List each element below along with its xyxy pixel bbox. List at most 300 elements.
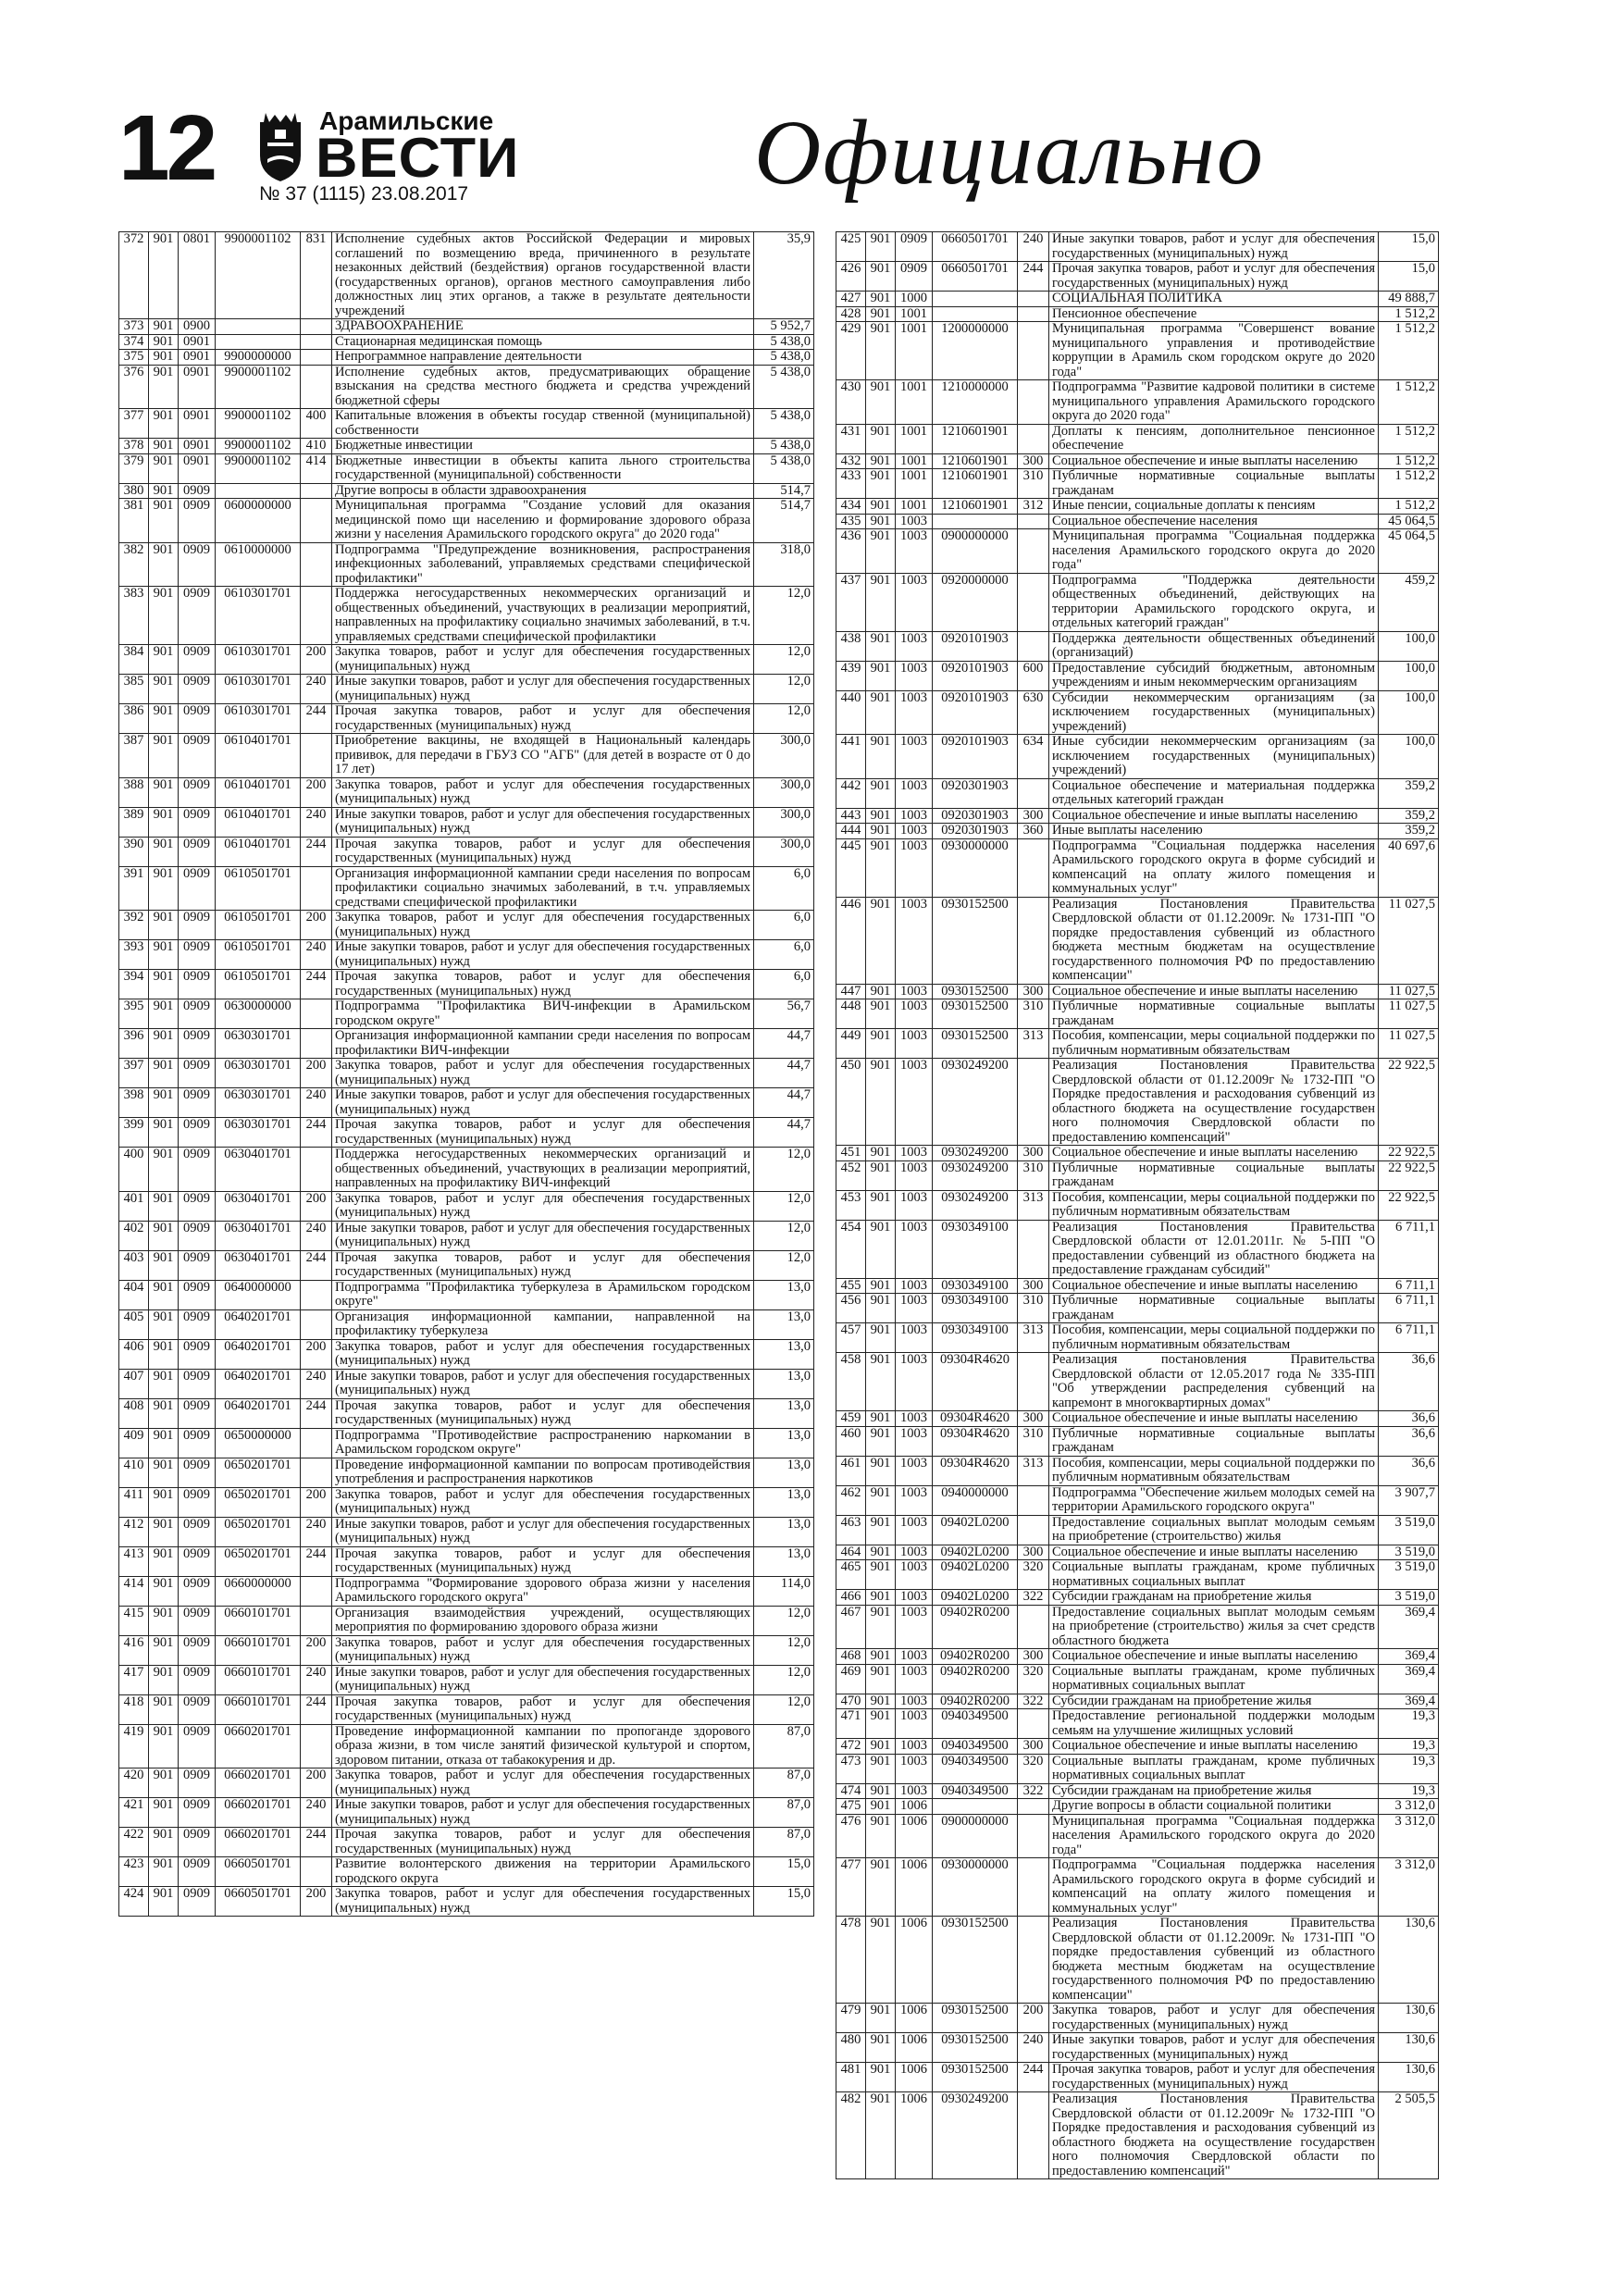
- row-name: Иные субсидии некоммерческим организациям (за исключением государственных (муниципальных) учреждений): [1049, 735, 1379, 779]
- row-number: 408: [119, 1398, 149, 1428]
- row-number: 385: [119, 675, 149, 704]
- row-number: 387: [119, 734, 149, 778]
- table-row: [836, 2092, 1439, 2179]
- row-target-code: 0920101903: [933, 735, 1018, 779]
- row-number: 388: [119, 777, 149, 807]
- row-number: 395: [119, 999, 149, 1029]
- row-code-admin: 901: [149, 1059, 179, 1088]
- row-name: Реализация Постановления Правительства Свердловской области от 01.12.2009г № 1732-ПП "О Порядке предоставления и расходования субвенций из областного бюджета на осуществление государствен ного полномочия Свердловской области по предоставлению компенсаций": [1049, 2092, 1379, 2179]
- row-amount: 12,0: [754, 704, 814, 734]
- table-row: [119, 1280, 814, 1309]
- row-expense-type: 400: [301, 409, 332, 439]
- row-code-admin: 901: [866, 380, 896, 425]
- table-row: [119, 1546, 814, 1576]
- row-expense-type: 313: [1018, 1190, 1049, 1220]
- row-expense-type: 200: [301, 777, 332, 807]
- table-row: [836, 1515, 1439, 1545]
- row-expense-type: 240: [301, 1517, 332, 1546]
- row-section-code: 0909: [179, 1546, 216, 1576]
- row-number: 376: [119, 365, 149, 409]
- row-section-code: 0909: [896, 232, 933, 262]
- row-target-code: 0930152500: [933, 1917, 1018, 2004]
- row-name: Социальное обеспечение и иные выплаты населению: [1049, 1649, 1379, 1665]
- row-amount: 11 027,5: [1379, 984, 1439, 999]
- row-section-code: 0909: [179, 1398, 216, 1428]
- row-amount: 6,0: [754, 911, 814, 940]
- row-section-code: 0909: [179, 1118, 216, 1148]
- row-code-admin: 901: [149, 365, 179, 409]
- row-code-admin: 901: [866, 661, 896, 690]
- row-number: 380: [119, 483, 149, 499]
- row-name: Социальное обеспечение и иные выплаты населению: [1049, 984, 1379, 999]
- row-section-code: 0909: [179, 777, 216, 807]
- row-name: Публичные нормативные социальные выплаты гражданам: [1049, 999, 1379, 1029]
- city-emblem-icon: [256, 109, 304, 183]
- row-number: 424: [119, 1887, 149, 1917]
- table-row: [836, 1146, 1439, 1161]
- row-section-code: 1003: [896, 897, 933, 984]
- row-target-code: 09304R4620: [933, 1353, 1018, 1411]
- row-expense-type: [301, 866, 332, 911]
- row-target-code: 0610401701: [216, 734, 301, 778]
- table-row: [836, 1456, 1439, 1485]
- row-number: 468: [836, 1649, 866, 1665]
- row-expense-type: [301, 1458, 332, 1487]
- row-number: 401: [119, 1191, 149, 1221]
- row-name: Иные выплаты населению: [1049, 824, 1379, 839]
- row-expense-type: 322: [1018, 1590, 1049, 1606]
- row-number: 422: [119, 1828, 149, 1857]
- table-row: [119, 999, 814, 1029]
- row-section-code: 1006: [896, 1858, 933, 1917]
- row-name: Организация информационной кампании среди населения по вопросам профилактики ВИЧ-инфекции: [332, 1029, 754, 1059]
- table-row: [119, 1088, 814, 1118]
- row-name: Социальное обеспечение и иные выплаты населению: [1049, 453, 1379, 469]
- table-row: [119, 1517, 814, 1546]
- table-row: [836, 1814, 1439, 1858]
- row-section-code: 1003: [896, 690, 933, 735]
- table-row: [836, 529, 1439, 574]
- row-code-admin: 901: [149, 1339, 179, 1369]
- row-amount: 359,2: [1379, 824, 1439, 839]
- row-code-admin: 901: [149, 704, 179, 734]
- row-number: 460: [836, 1426, 866, 1456]
- row-number: 475: [836, 1799, 866, 1815]
- row-section-code: 0909: [179, 1221, 216, 1250]
- row-expense-type: 320: [1018, 1560, 1049, 1590]
- table-row: [119, 970, 814, 999]
- row-target-code: 0930349100: [933, 1294, 1018, 1323]
- row-name: Пособия, компенсации, меры социальной поддержки по публичным нормативным обязательствам: [1049, 1323, 1379, 1353]
- row-target-code: 0660101701: [216, 1635, 301, 1665]
- row-code-admin: 901: [149, 334, 179, 350]
- row-name: Подпрограмма "Поддержка деятельности общественных объединений, действующих на территории Арамильского городского округа, и отдельных категорий граждан": [1049, 573, 1379, 631]
- row-amount: 369,4: [1379, 1664, 1439, 1694]
- row-name: Доплаты к пенсиям, дополнительное пенсионное обеспечение: [1049, 424, 1379, 453]
- row-name: Прочая закупка товаров, работ и услуг для обеспечения государственных (муниципальных) нужд: [332, 970, 754, 999]
- row-amount: 13,0: [754, 1369, 814, 1398]
- row-expense-type: 240: [301, 807, 332, 837]
- row-name: Закупка товаров, работ и услуг для обеспечения государственных (муниципальных) нужд: [332, 1059, 754, 1088]
- row-amount: 359,2: [1379, 808, 1439, 824]
- row-code-admin: 901: [149, 1458, 179, 1487]
- row-section-code: 0909: [179, 1250, 216, 1280]
- row-expense-type: [1018, 1220, 1049, 1278]
- table-row: [119, 232, 814, 319]
- row-target-code: 1210601901: [933, 453, 1018, 469]
- row-code-admin: 901: [149, 1088, 179, 1118]
- row-amount: 3 312,0: [1379, 1858, 1439, 1917]
- row-name: Иные закупки товаров, работ и услуг для обеспечения государственных (муниципальных) нужд: [332, 675, 754, 704]
- row-number: 423: [119, 1857, 149, 1887]
- row-amount: 3 519,0: [1379, 1590, 1439, 1606]
- row-target-code: 0920101903: [933, 631, 1018, 661]
- row-name: Муниципальная программа "Создание условий для оказания медицинской помо щи населению и формирование здорового образа жизни у населения Арамильского городского округа" до 2020 года": [332, 499, 754, 543]
- row-section-code: 0909: [179, 1769, 216, 1798]
- row-target-code: 0610301701: [216, 704, 301, 734]
- row-number: 399: [119, 1118, 149, 1148]
- row-section-code: 1003: [896, 984, 933, 999]
- row-expense-type: [301, 1606, 332, 1635]
- row-name: Прочая закупка товаров, работ и услуг для обеспечения государственных (муниципальных) нужд: [332, 1250, 754, 1280]
- row-section-code: 0909: [179, 837, 216, 866]
- row-target-code: 0930152500: [933, 999, 1018, 1029]
- table-row: [119, 675, 814, 704]
- row-expense-type: [301, 1309, 332, 1339]
- row-amount: 22 922,5: [1379, 1160, 1439, 1190]
- row-number: 400: [119, 1148, 149, 1192]
- table-row: [119, 1635, 814, 1665]
- row-target-code: 9900001102: [216, 365, 301, 409]
- row-target-code: 0930249200: [933, 1190, 1018, 1220]
- row-target-code: [216, 334, 301, 350]
- row-code-admin: 901: [866, 824, 896, 839]
- row-section-code: 1003: [896, 1545, 933, 1560]
- row-amount: 318,0: [754, 542, 814, 587]
- row-code-admin: 901: [149, 911, 179, 940]
- row-expense-type: [1018, 897, 1049, 984]
- row-code-admin: 901: [866, 1278, 896, 1294]
- row-target-code: [933, 514, 1018, 529]
- row-name: Организация информационной кампании среди населения по вопросам профилактики социально значимых заболеваний, в т.ч. управляемых средствами специфической профилактики: [332, 866, 754, 911]
- row-target-code: 1210601901: [933, 499, 1018, 515]
- row-section-code: 0909: [179, 1029, 216, 1059]
- row-amount: 11 027,5: [1379, 999, 1439, 1029]
- table-row: [836, 1294, 1439, 1323]
- row-code-admin: 901: [149, 675, 179, 704]
- row-target-code: 09402R0200: [933, 1664, 1018, 1694]
- table-row: [119, 439, 814, 454]
- row-section-code: 1000: [896, 292, 933, 307]
- row-expense-type: [301, 1857, 332, 1887]
- row-expense-type: [1018, 529, 1049, 574]
- row-target-code: 09402R0200: [933, 1649, 1018, 1665]
- row-expense-type: 300: [1018, 1545, 1049, 1560]
- row-target-code: 0660501701: [216, 1887, 301, 1917]
- row-target-code: 0610401701: [216, 807, 301, 837]
- row-amount: 5 438,0: [754, 365, 814, 409]
- row-expense-type: 300: [1018, 453, 1049, 469]
- table-row: [119, 350, 814, 366]
- row-name: Социальное обеспечение и иные выплаты населению: [1049, 808, 1379, 824]
- row-target-code: 0640201701: [216, 1398, 301, 1428]
- row-code-admin: 901: [866, 2004, 896, 2033]
- row-number: 465: [836, 1560, 866, 1590]
- row-target-code: 0930349100: [933, 1323, 1018, 1353]
- row-number: 470: [836, 1694, 866, 1709]
- row-code-admin: 901: [866, 1456, 896, 1485]
- row-number: 407: [119, 1369, 149, 1398]
- row-section-code: 0909: [179, 587, 216, 645]
- row-amount: 22 922,5: [1379, 1190, 1439, 1220]
- row-expense-type: 600: [1018, 661, 1049, 690]
- row-amount: 36,6: [1379, 1411, 1439, 1427]
- logo-title: ВЕСТИ: [316, 127, 520, 189]
- table-row: [119, 1118, 814, 1148]
- row-name: Поддержка деятельности общественных объединений (организаций): [1049, 631, 1379, 661]
- row-code-admin: 901: [149, 1221, 179, 1250]
- row-amount: 459,2: [1379, 573, 1439, 631]
- row-section-code: 1003: [896, 1649, 933, 1665]
- row-code-admin: 901: [149, 1828, 179, 1857]
- row-target-code: 0930349100: [933, 1220, 1018, 1278]
- row-section-code: 0909: [179, 1458, 216, 1487]
- row-section-code: 1003: [896, 1485, 933, 1515]
- row-target-code: 0630000000: [216, 999, 301, 1029]
- row-section-code: 1003: [896, 1059, 933, 1146]
- row-number: 374: [119, 334, 149, 350]
- row-code-admin: 901: [149, 1798, 179, 1828]
- row-code-admin: 901: [149, 439, 179, 454]
- row-code-admin: 901: [149, 1576, 179, 1606]
- row-code-admin: 901: [866, 232, 896, 262]
- row-code-admin: 901: [866, 2092, 896, 2179]
- row-target-code: 0660201701: [216, 1724, 301, 1769]
- row-expense-type: 244: [301, 1250, 332, 1280]
- row-target-code: 0600000000: [216, 499, 301, 543]
- row-number: 411: [119, 1487, 149, 1517]
- row-number: 425: [836, 232, 866, 262]
- row-name: Предоставление субсидий бюджетным, автономным учреждениям и иным некоммерческим организациям: [1049, 661, 1379, 690]
- row-amount: 11 027,5: [1379, 1029, 1439, 1059]
- row-target-code: 0630401701: [216, 1148, 301, 1192]
- row-target-code: 09304R4620: [933, 1426, 1018, 1456]
- row-number: 375: [119, 350, 149, 366]
- row-name: Иные закупки товаров, работ и услуг для обеспечения государственных (муниципальных) нужд: [1049, 232, 1379, 262]
- row-target-code: [933, 306, 1018, 322]
- row-amount: 6 711,1: [1379, 1278, 1439, 1294]
- issue-number-date: № 37 (1115) 23.08.2017: [259, 183, 469, 205]
- table-row: [119, 734, 814, 778]
- row-section-code: 1003: [896, 1220, 933, 1278]
- row-code-admin: 901: [866, 984, 896, 999]
- row-code-admin: 901: [866, 808, 896, 824]
- row-number: 436: [836, 529, 866, 574]
- row-number: 429: [836, 322, 866, 380]
- row-section-code: 0909: [179, 1694, 216, 1724]
- row-section-code: 1006: [896, 2063, 933, 2092]
- table-row: [836, 897, 1439, 984]
- row-amount: 13,0: [754, 1398, 814, 1428]
- table-row: [119, 1029, 814, 1059]
- row-target-code: 0930249200: [933, 2092, 1018, 2179]
- row-section-code: 1003: [896, 735, 933, 779]
- row-number: 418: [119, 1694, 149, 1724]
- row-number: 413: [119, 1546, 149, 1576]
- row-expense-type: [1018, 1059, 1049, 1146]
- row-name: Предоставление социальных выплат молодым семьям на приобретение (строительство) жилья: [1049, 1515, 1379, 1545]
- row-number: 426: [836, 262, 866, 292]
- row-target-code: 0930152500: [933, 897, 1018, 984]
- row-amount: 6 711,1: [1379, 1294, 1439, 1323]
- row-name: Прочая закупка товаров, работ и услуг для обеспечения государственных (муниципальных) нужд: [332, 1398, 754, 1428]
- row-section-code: 1006: [896, 1814, 933, 1858]
- table-row: [119, 453, 814, 483]
- table-row: [836, 514, 1439, 529]
- row-expense-type: [301, 499, 332, 543]
- row-section-code: 0909: [179, 734, 216, 778]
- row-amount: 6,0: [754, 866, 814, 911]
- row-section-code: 1003: [896, 824, 933, 839]
- row-code-admin: 901: [149, 319, 179, 335]
- row-target-code: 0630301701: [216, 1029, 301, 1059]
- row-name: Реализация Постановления Правительства Свердловской области от 01.12.2009г. № 1731-ПП "О порядке предоставления субвенций из областного бюджета местным бюджетам на осуществление государственного полномочия РФ по предоставлению компенсации": [1049, 897, 1379, 984]
- row-code-admin: 901: [866, 2063, 896, 2092]
- row-expense-type: 300: [1018, 1649, 1049, 1665]
- row-section-code: 0909: [179, 1665, 216, 1694]
- row-target-code: 09402L0200: [933, 1515, 1018, 1545]
- row-number: 392: [119, 911, 149, 940]
- row-amount: 2 505,5: [1379, 2092, 1439, 2179]
- row-code-admin: 901: [866, 897, 896, 984]
- row-target-code: 0660501701: [933, 262, 1018, 292]
- row-name: Закупка товаров, работ и услуг для обеспечения государственных (муниципальных) нужд: [332, 1887, 754, 1917]
- row-section-code: 1001: [896, 322, 933, 380]
- row-expense-type: 240: [301, 940, 332, 970]
- row-number: 397: [119, 1059, 149, 1088]
- row-expense-type: [1018, 1814, 1049, 1858]
- row-number: 480: [836, 2033, 866, 2063]
- table-row: [836, 306, 1439, 322]
- row-section-code: 1003: [896, 999, 933, 1029]
- row-number: 396: [119, 1029, 149, 1059]
- row-amount: 12,0: [754, 1221, 814, 1250]
- row-name: Прочая закупка товаров, работ и услуг для обеспечения государственных (муниципальных) нужд: [332, 837, 754, 866]
- row-code-admin: 901: [149, 409, 179, 439]
- row-code-admin: 901: [866, 1146, 896, 1161]
- row-amount: 13,0: [754, 1428, 814, 1458]
- row-expense-type: 200: [301, 911, 332, 940]
- row-section-code: 1003: [896, 1294, 933, 1323]
- row-code-admin: 901: [149, 1769, 179, 1798]
- budget-table-right: [836, 231, 1439, 2179]
- row-code-admin: 901: [866, 735, 896, 779]
- row-target-code: 09402L0200: [933, 1560, 1018, 1590]
- row-amount: 12,0: [754, 1694, 814, 1724]
- row-amount: 19,3: [1379, 1709, 1439, 1739]
- row-amount: 130,6: [1379, 1917, 1439, 2004]
- row-section-code: 1003: [896, 1605, 933, 1649]
- row-name: Социальное обеспечение и материальная поддержка отдельных категорий граждан: [1049, 778, 1379, 808]
- row-name: Подпрограмма "Профилактика ВИЧ-инфекции в Арамильском городском округе": [332, 999, 754, 1029]
- table-row: [119, 866, 814, 911]
- row-section-code: 0900: [179, 319, 216, 335]
- row-name: Подпрограмма "Противодействие распространению наркомании в Арамильском городском округе": [332, 1428, 754, 1458]
- row-name: Стационарная медицинская помощь: [332, 334, 754, 350]
- row-name: Исполнение судебных актов, предусматривающих обращение взыскания на средства местного бюджета и средства учреждений бюджетной сферы: [332, 365, 754, 409]
- row-expense-type: 320: [1018, 1754, 1049, 1783]
- row-expense-type: 240: [301, 1369, 332, 1398]
- row-amount: 130,6: [1379, 2004, 1439, 2033]
- row-target-code: 0930152500: [933, 2033, 1018, 2063]
- row-name: Проведение информационной кампании по вопросам противодействия употребления и распространения наркотиков: [332, 1458, 754, 1487]
- row-code-admin: 901: [866, 1294, 896, 1323]
- table-row: [119, 704, 814, 734]
- row-code-admin: 901: [866, 1754, 896, 1783]
- table-row: [119, 1694, 814, 1724]
- table-row: [836, 1754, 1439, 1783]
- row-section-code: 0909: [179, 940, 216, 970]
- table-row: [119, 1576, 814, 1606]
- row-target-code: 1210000000: [933, 380, 1018, 425]
- row-target-code: 1210601901: [933, 469, 1018, 499]
- row-section-code: 1006: [896, 2004, 933, 2033]
- row-number: 390: [119, 837, 149, 866]
- row-number: 379: [119, 453, 149, 483]
- row-target-code: 0660501701: [216, 1857, 301, 1887]
- row-code-admin: 901: [866, 1220, 896, 1278]
- row-expense-type: [1018, 1485, 1049, 1515]
- row-code-admin: 901: [866, 1605, 896, 1649]
- row-code-admin: 901: [866, 1190, 896, 1220]
- table-row: [836, 1411, 1439, 1427]
- row-expense-type: 410: [301, 439, 332, 454]
- row-name: Прочая закупка товаров, работ и услуг для обеспечения государственных (муниципальных) нужд: [332, 1694, 754, 1724]
- row-expense-type: 240: [301, 1221, 332, 1250]
- table-row: [836, 1590, 1439, 1606]
- row-expense-type: [301, 587, 332, 645]
- row-code-admin: 901: [866, 999, 896, 1029]
- row-amount: 44,7: [754, 1059, 814, 1088]
- row-code-admin: 901: [149, 1029, 179, 1059]
- row-expense-type: 240: [301, 675, 332, 704]
- row-code-admin: 901: [149, 483, 179, 499]
- table-row: [119, 645, 814, 675]
- row-section-code: 0909: [179, 542, 216, 587]
- row-target-code: 0610501701: [216, 866, 301, 911]
- row-section-code: 1003: [896, 1426, 933, 1456]
- row-expense-type: 200: [301, 1769, 332, 1798]
- row-code-admin: 901: [149, 1369, 179, 1398]
- table-row: [836, 1783, 1439, 1799]
- table-row: [119, 1428, 814, 1458]
- row-expense-type: [1018, 514, 1049, 529]
- row-number: 441: [836, 735, 866, 779]
- row-target-code: [933, 1799, 1018, 1815]
- row-code-admin: 901: [866, 1411, 896, 1427]
- row-expense-type: [301, 483, 332, 499]
- row-code-admin: 901: [149, 1118, 179, 1148]
- row-amount: 12,0: [754, 675, 814, 704]
- row-name: Публичные нормативные социальные выплаты гражданам: [1049, 1160, 1379, 1190]
- row-amount: 1 512,2: [1379, 499, 1439, 515]
- row-expense-type: [301, 350, 332, 366]
- row-expense-type: [301, 1029, 332, 1059]
- row-target-code: 0660101701: [216, 1606, 301, 1635]
- row-expense-type: [301, 1576, 332, 1606]
- row-code-admin: 901: [149, 777, 179, 807]
- row-expense-type: 313: [1018, 1323, 1049, 1353]
